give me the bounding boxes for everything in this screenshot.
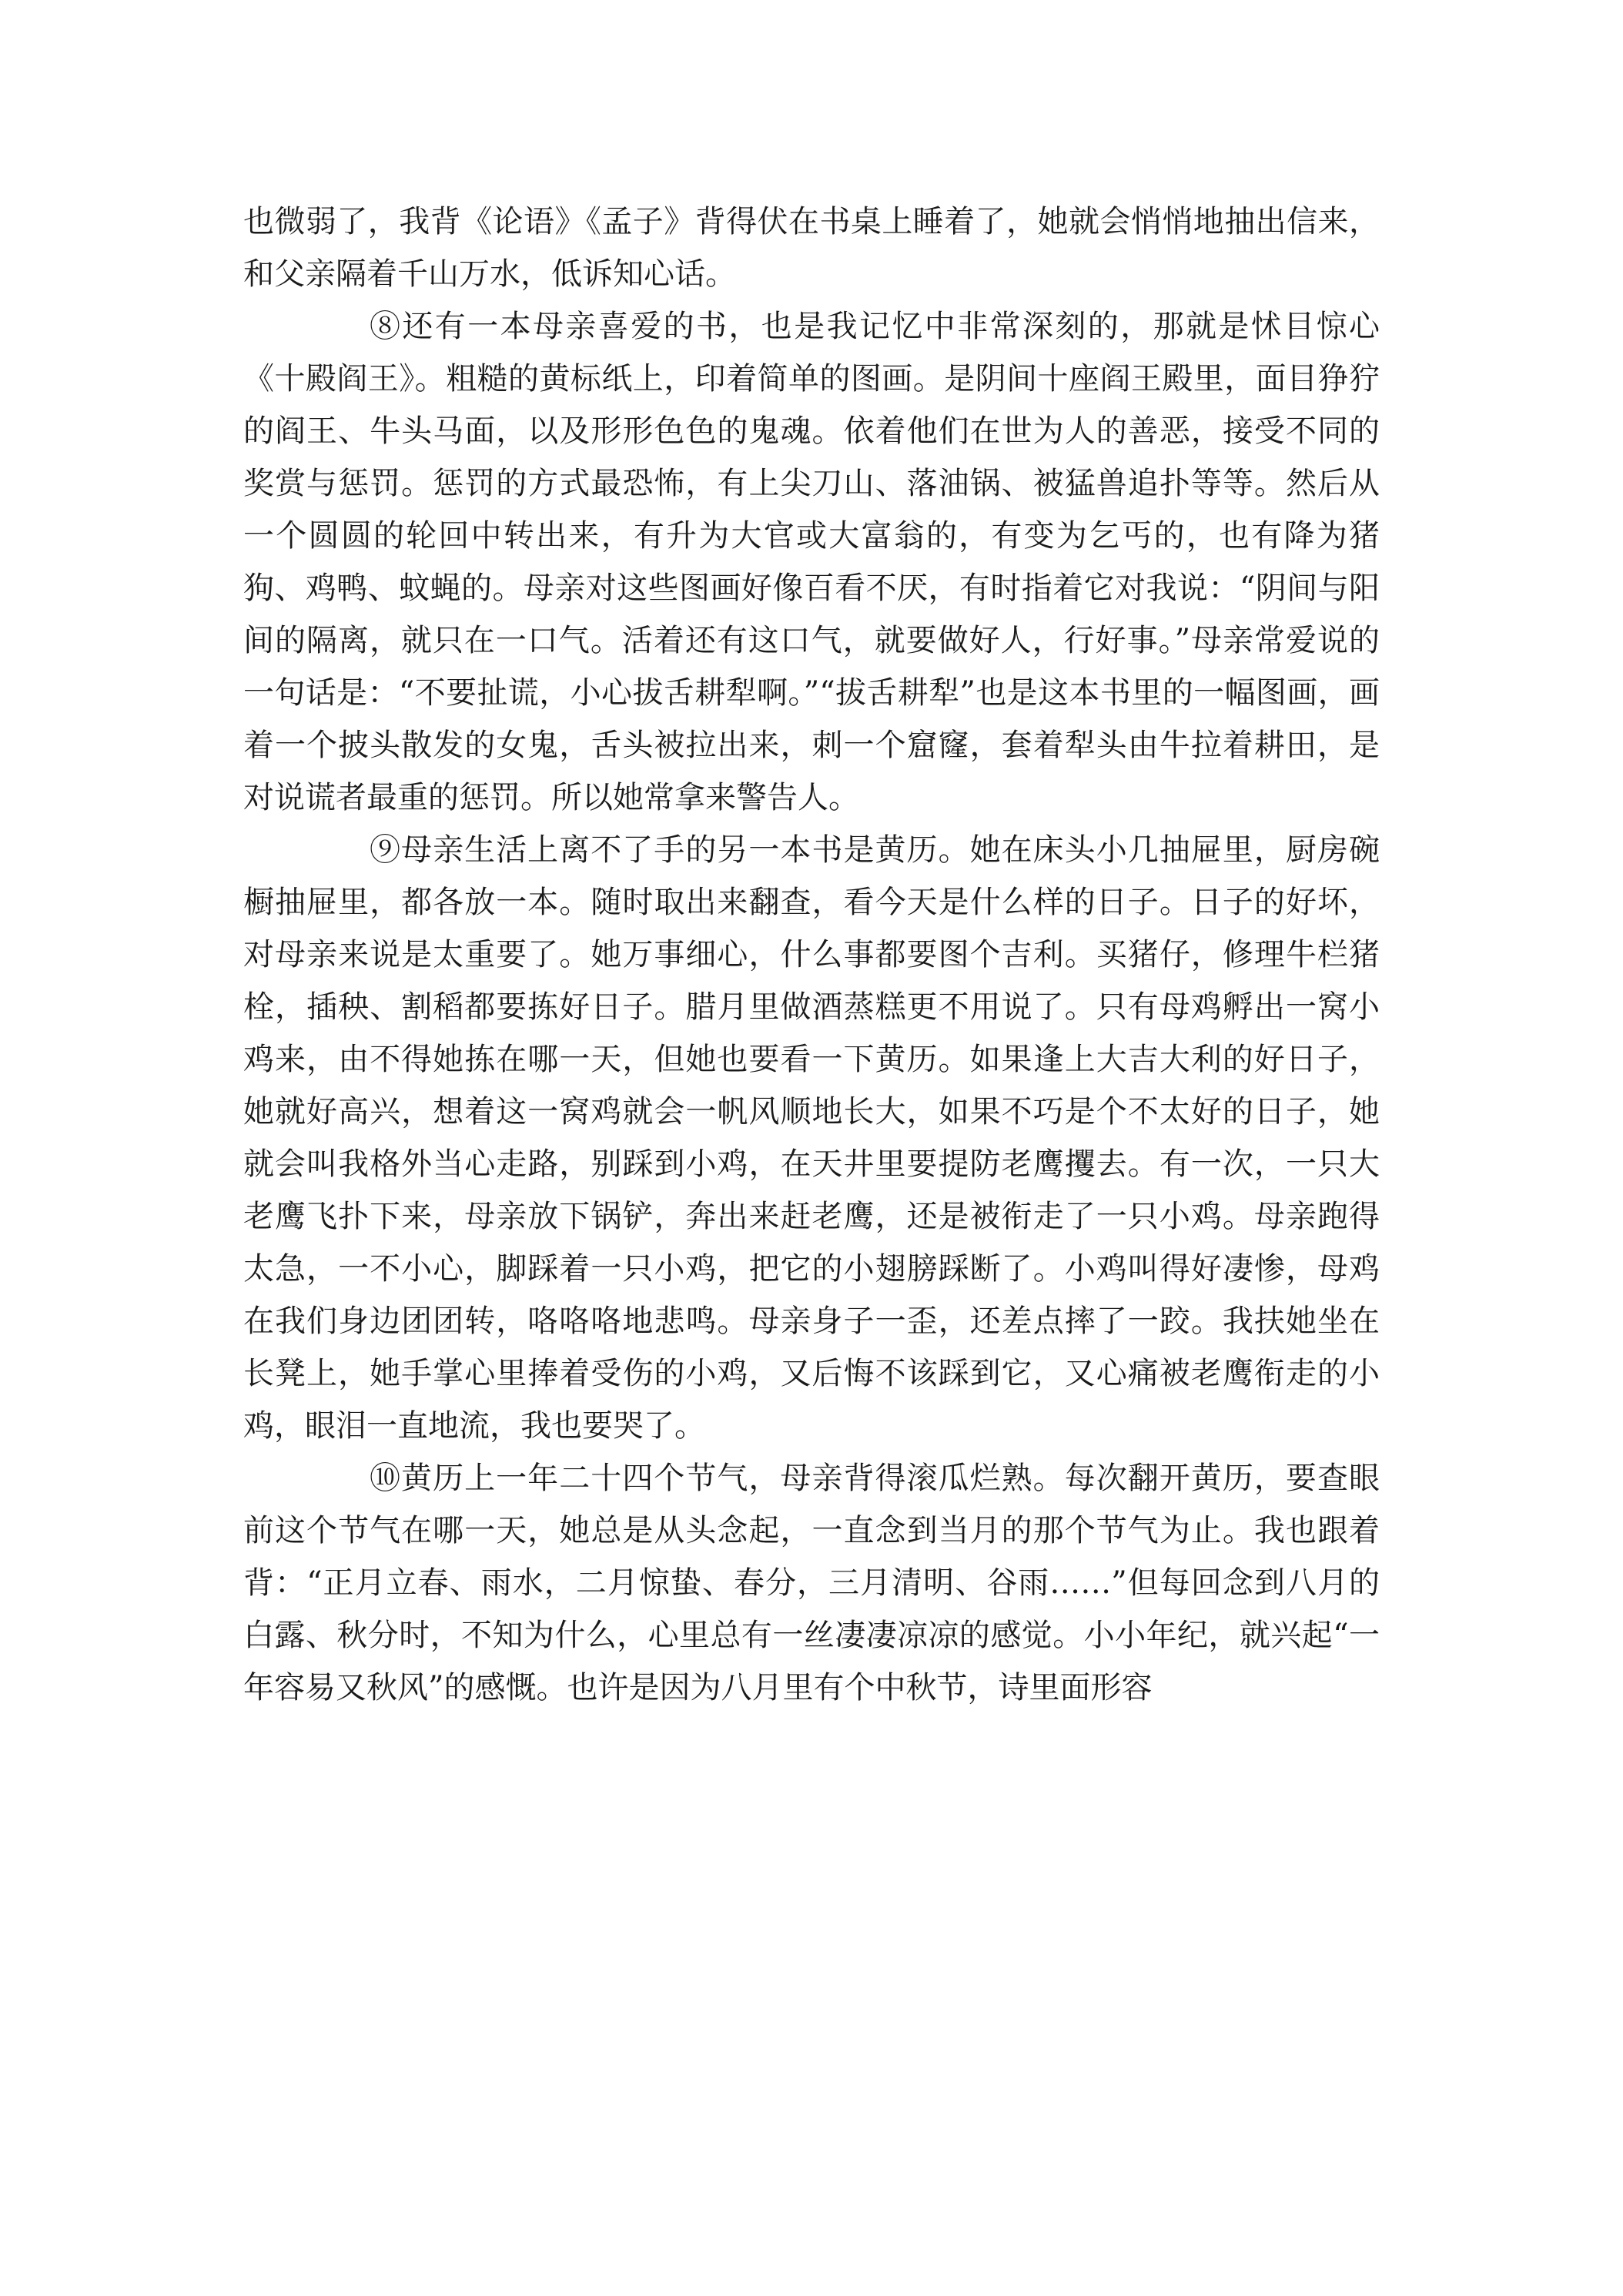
paragraph-9: ⑨母亲生活上离不了手的另一本书是黄历。她在床头小几抽屉里，厨房碗橱抽屉里，都各放一本。随时取出来翻查，看今天是什么样的日子。日子的好坏，对母亲来说是太重要了。她万事细心，什么事都要图个吉利。买猪仔，修理牛栏猪栓，插秧、割稻都要拣好日子。腊月里做酒蒸糕更不用说了。只有母鸡孵出一窝小鸡来，由不得她拣在哪一天，但她也要看一下黄历。如果逢上大吉大利的好日子，她就好高兴，想着这一窝鸡就会一帆风顺地长大，如果不巧是个不太好的日子，她就会叫我格外当心走路，别踩到小鸡，在天井里要提防老鹰攫去。有一次，一只大老鹰飞扑下来，母亲放下锅铲，奔出来赶老鹰，还是被衔走了一只小鸡。母亲跑得太急，一不小心，脚踩着一只小鸡，把它的小翅膀踩断了。小鸡叫得好凄惨，母鸡在我们身边团团转，咯咯咯地悲鸣。母亲身子一歪，还差点摔了一跤。我扶她坐在长凳上，她手掌心里捧着受伤的小鸡，又后悔不该踩到它，又心痛被老鹰衔走的小鸡，眼泪一直地流，我也要哭了。	[243, 832, 1380, 1444]
paragraph-10: ⑩黄历上一年二十四个节气，母亲背得滚瓜烂熟。每次翻开黄历，要查眼前这个节气在哪一天，她总是从头念起，一直念到当月的那个节气为止。我也跟着背：“正月立春、雨水，二月惊蛰、春分，三月清明、谷雨……”但每回念到八月的白露、秋分时，不知为什么，心里总有一丝凄凄凉凉的感觉。小小年纪，就兴起“一年容易又秋风”的感慨。也许是因为八月里有个中秋节，诗里面形容	[243, 1461, 1380, 1705]
paragraph-continuation: 也微弱了，我背《论语》《孟子》背得伏在书桌上睡着了，她就会悄悄地抽出信来，和父亲隔着千山万水，低诉知心话。	[243, 204, 1380, 292]
body-text	[243, 196, 1380, 1714]
paragraph-8: ⑧还有一本母亲喜爱的书，也是我记忆中非常深刻的，那就是怵目惊心《十殿阎王》。粗糙的黄标纸上，印着简单的图画。是阴间十座阎王殿里，面目狰狞的阎王、牛头马面，以及形形色色的鬼魂。依着他们在世为人的善恶，接受不同的奖赏与惩罚。惩罚的方式最恐怖，有上尖刀山、落油锅、被猛兽追扑等等。然后从一个圆圆的轮回中转出来，有升为大官或大富翁的，有变为乞丐的，也有降为猪狗、鸡鸭、蚊蝇的。母亲对这些图画好像百看不厌，有时指着它对我说：“阴间与阳间的隔离，就只在一口气。活着还有这口气，就要做好人，行好事。”母亲常爱说的一句话是：“不要扯谎，小心拔舌耕犁啊。”“拔舌耕犁”也是这本书里的一幅图画，画着一个披头散发的女鬼，舌头被拉出来，刺一个窟窿，套着犁头由牛拉着耕田，是对说谎者最重的惩罚。所以她常拿来警告人。	[243, 309, 1380, 815]
